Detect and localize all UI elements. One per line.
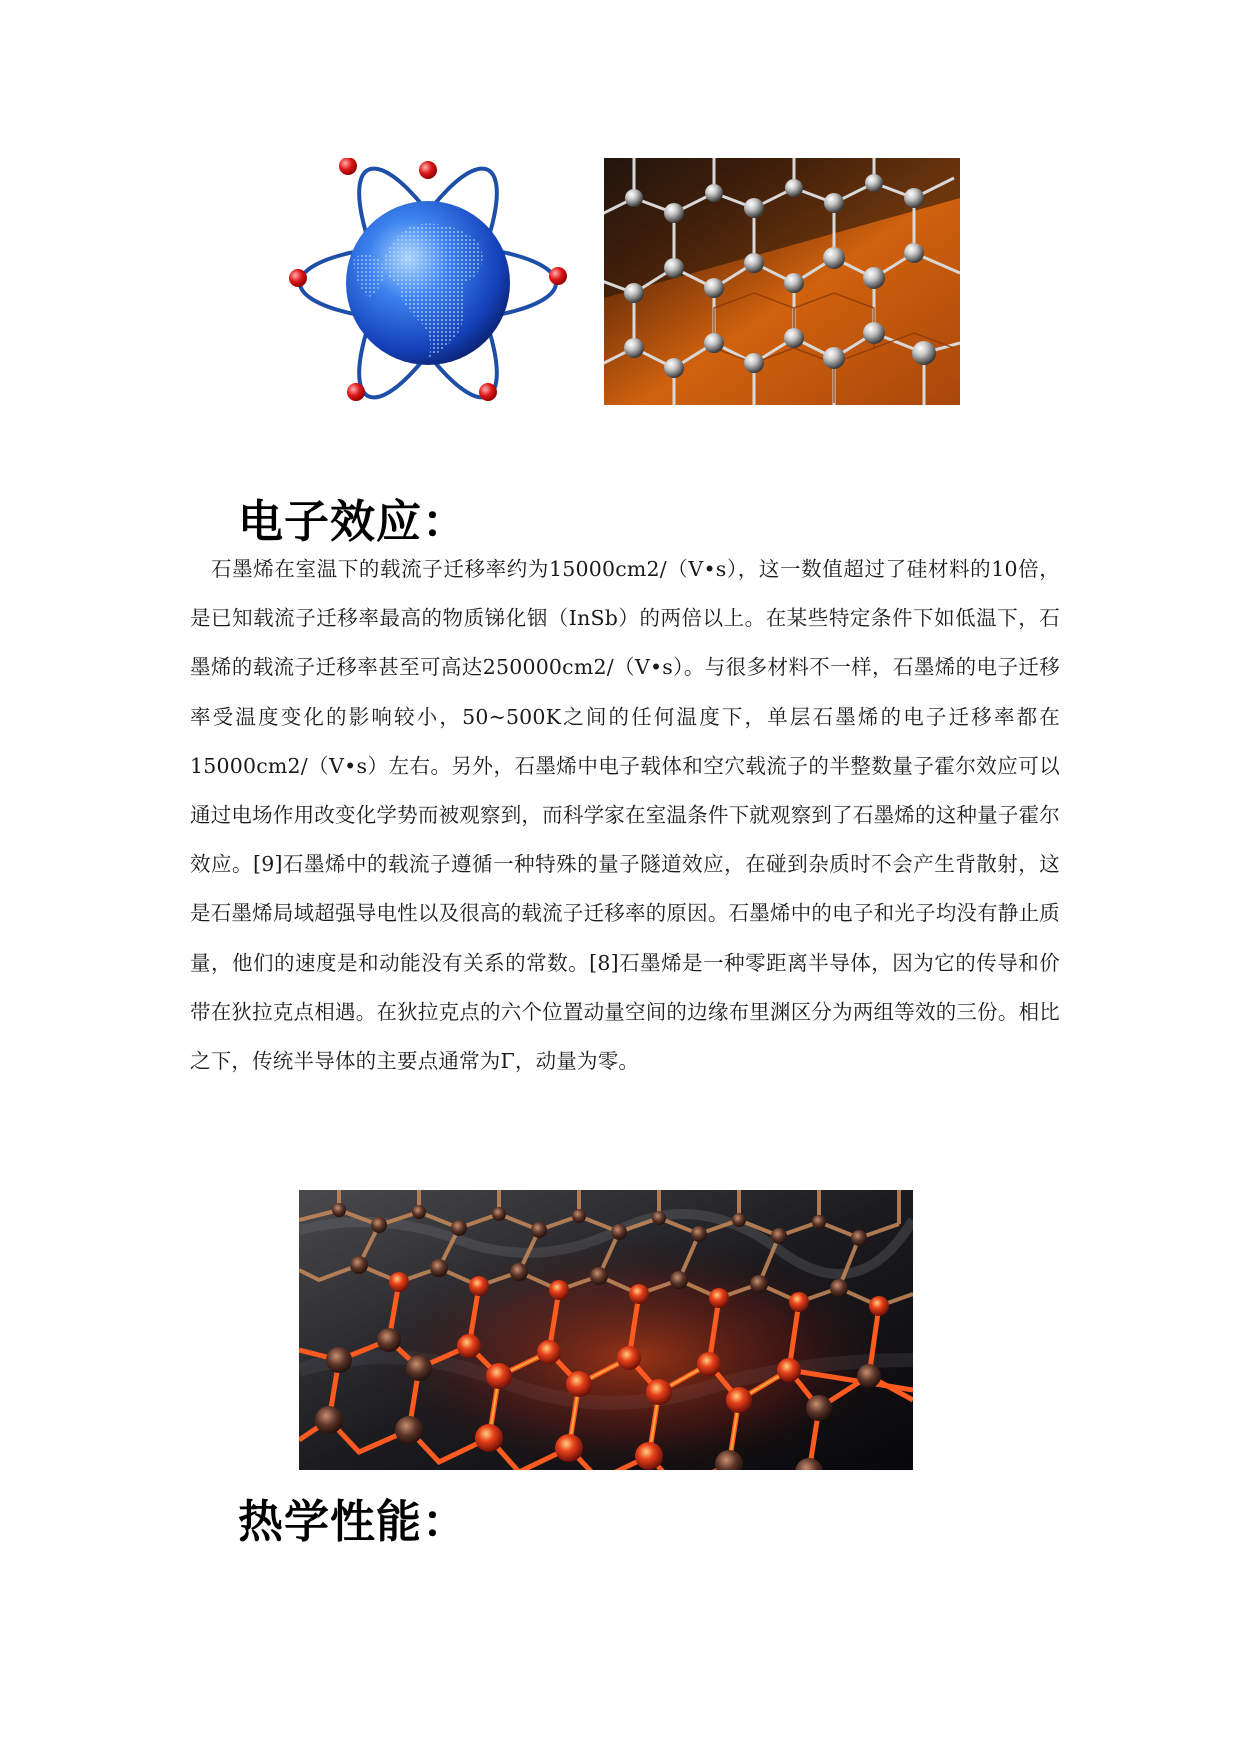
- section-heading-thermal-properties: 热学性能：: [238, 1495, 469, 1548]
- graphene-lattice-orange-icon: [604, 158, 960, 405]
- electronic-effect-paragraph: 石墨烯在室温下的载流子迁移率约为15000cm2/（V•s），这一数值超过了硅材料的10倍，是已知载流子迁移率最高的物质锑化铟（InSb）的两倍以上。在某些特定条件下如低温下，石墨烯的载流子迁移率甚至可高达250000cm2/（V•s）。与很多材料不一样，石墨烯的电子迁移率受温度变化的影响较小，50~500K之间的任何温度下，单层石墨烯的电子迁移率都在15000cm2/（V•s）左右。另外，石墨烯中电子载体和空穴载流子的半整数量子霍尔效应可以通过电场作用改变化学势而被观察到，而科学家在室温条件下就观察到了石墨烯的这种量子霍尔效应。[9]石墨烯中的载流子遵循一种特殊的量子隧道效应，在碰到杂质时不会产生背散射，这是石墨烯局域超强导电性以及很高的载流子迁移率的原因。石墨烯中的电子和光子均没有静止质量，他们的速度是和动能没有关系的常数。[8]石墨烯是一种零距离半导体，因为它的传导和价带在狄拉克点相遇。在狄拉克点的六个位置动量空间的边缘布里渊区分为两组等效的三份。相比之下，传统半导体的主要点通常为Γ，动量为零。: [190, 557, 1060, 1074]
- graphene-glowing-image: [299, 1190, 913, 1470]
- atom-globe-illustration-icon: [288, 158, 568, 404]
- section-heading-electronic-effect: 电子效应：: [238, 495, 469, 548]
- graphene-lattice-glowing-red-icon: [299, 1190, 913, 1470]
- atom-globe-image: [288, 158, 568, 404]
- graphene-orange-image: [604, 158, 960, 405]
